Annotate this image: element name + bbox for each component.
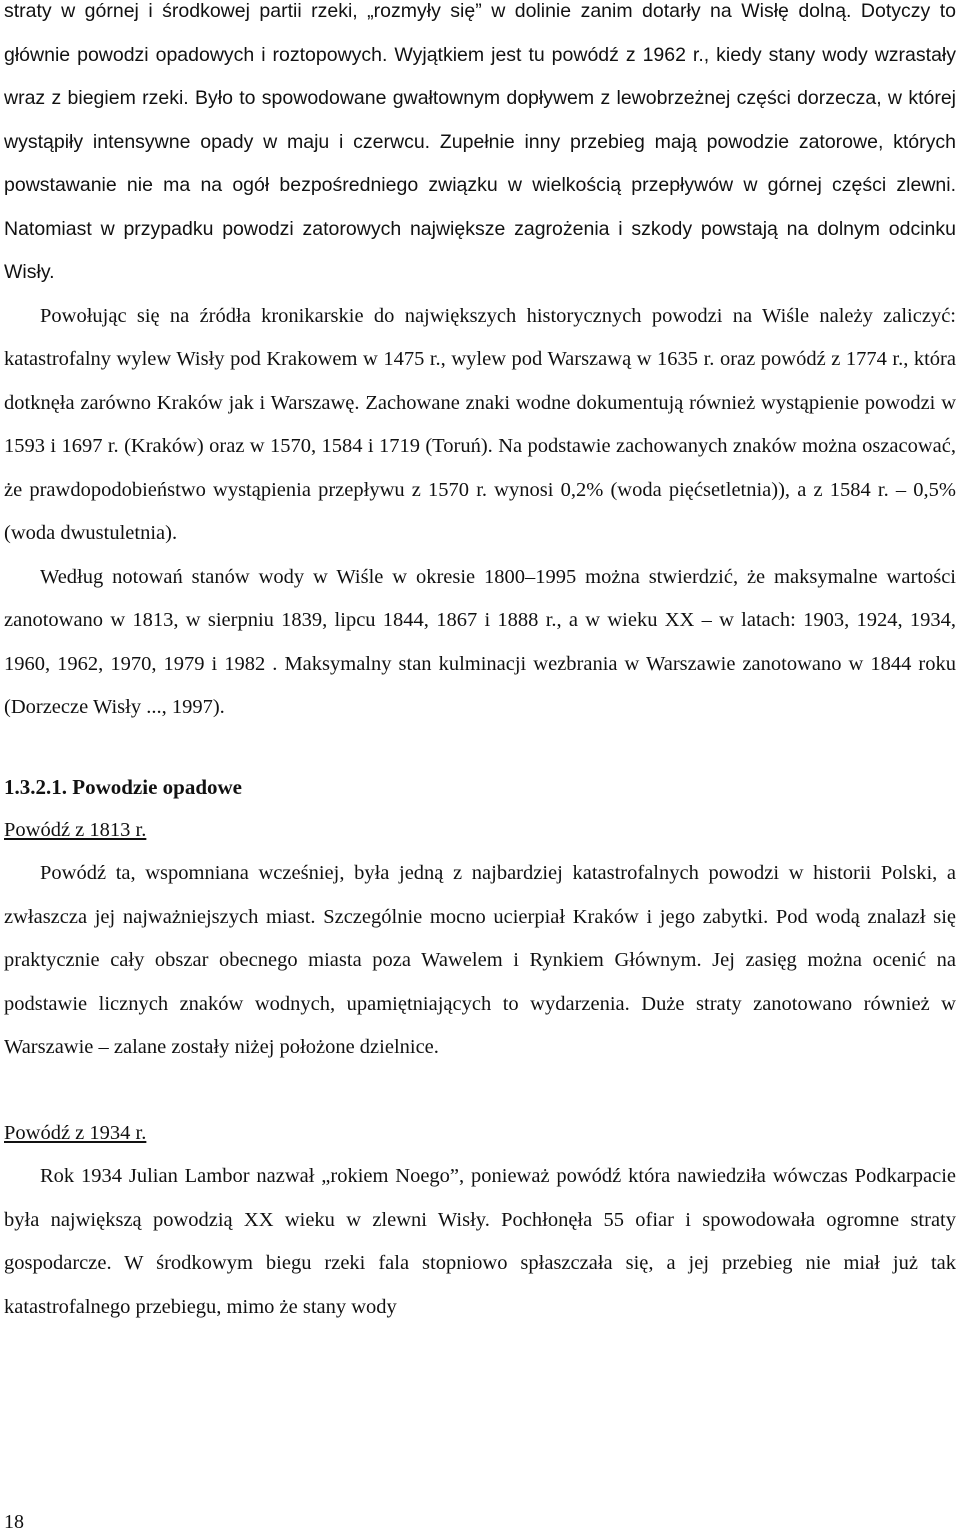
paragraph-water-level-records: Według notowań stanów wody w Wiśle w okresie 1800–1995 można stwierdzić, że maksymalne wartości zanotowano w 1813, w sierpniu 1839, lipcu 1844, 1867 i 1888 r., a w wieku XX – w latach: 1903, 1924, 1934, 1960, 1962, 1970, 1979 i 1982 . Maksymalny stan kulminacji wezbrania w Warszawie zanotowano w 1844 roku (Dorzecze Wisły ..., 1997). <box>4 565 956 718</box>
subheading-flood-1934: Powódź z 1934 r. <box>4 1121 147 1144</box>
document-page <box>4 0 956 1329</box>
paragraph-flood-1813: Powódź ta, wspomniana wcześniej, była jedną z najbardziej katastrofalnych powodzi w historii Polski, a zwłaszcza jej najważniejszych miast. Szczególnie mocno ucierpiał Kraków i jego zabytki. Pod wodą znalazł się praktycznie cały obszar obecnego miasta poza Wawelem i Rynkiem Głównym. Jej zasięg można ocenić na podstawie licznych znaków wodnych, upamiętniających to wydarzenia. Duże straty zanotowano również w Warszawie – zalane zostały niżej położone dzielnice. <box>4 862 956 1058</box>
paragraph-intro: straty w górnej i środkowej partii rzeki, „rozmyły się” w dolinie zanim dotarły na Wisłę dolną. Dotyczy to głównie powodzi opadowych i roztopowych. Wyjątkiem jest tu powódź z 1962 r., kiedy stany wody wzrastały wraz z biegiem rzeki. Było to spowodowane gwałtownym dopływem z lewobrzeżnej części dorzecza, w której wystąpiły intensywne opady w maju i czerwcu. Zupełnie inny przebieg mają powodzie zatorowe, których powstawanie nie ma na ogół bezpośredniego związku w wielkością przepływów w górnej części zlewni. Natomiast w przypadku powodzi zatorowych największe zagrożenia i szkody powstają na dolnym odcinku Wisły. <box>4 0 956 283</box>
section-heading: 1.3.2.1. Powodzie opadowe <box>4 774 242 799</box>
subheading-flood-1813: Powódź z 1813 r. <box>4 818 147 841</box>
paragraph-historical-floods: Powołując się na źródła kronikarskie do największych historycznych powodzi na Wiśle należy zaliczyć: katastrofalny wylew Wisły pod Krakowem w 1475 r., wylew pod Warszawą w 1635 r. oraz powódź z 1774 r., która dotknęła zarówno Kraków jak i Warszawę. Zachowane znaki wodne dokumentują również wystąpienie powodzi w 1593 i 1697 r. (Kraków) oraz w 1570, 1584 i 1719 (Toruń). Na podstawie zachowanych znaków można oszacować, że prawdopodobieństwo wystąpienia przepływu z 1570 r. wynosi 0,2% (woda pięćsetletnia)), a z 1584 r. – 0,5% (woda dwustuletnia). <box>4 304 956 544</box>
paragraph-flood-1934: Rok 1934 Julian Lambor nazwał „rokiem Noego”, ponieważ powódź która nawiedziła wówczas Podkarpacie była największą powodzią XX wieku w zlewni Wisły. Pochłonęła 55 ofiar i spowodowała ogromne straty gospodarcze. W środkowym biegu rzeki fala stopniowo spłaszczała się, a jej przebieg nie miał już tak katastrofalnego przebiegu, mimo że stany wody <box>4 1165 956 1318</box>
page-number: 18 <box>4 1511 24 1533</box>
